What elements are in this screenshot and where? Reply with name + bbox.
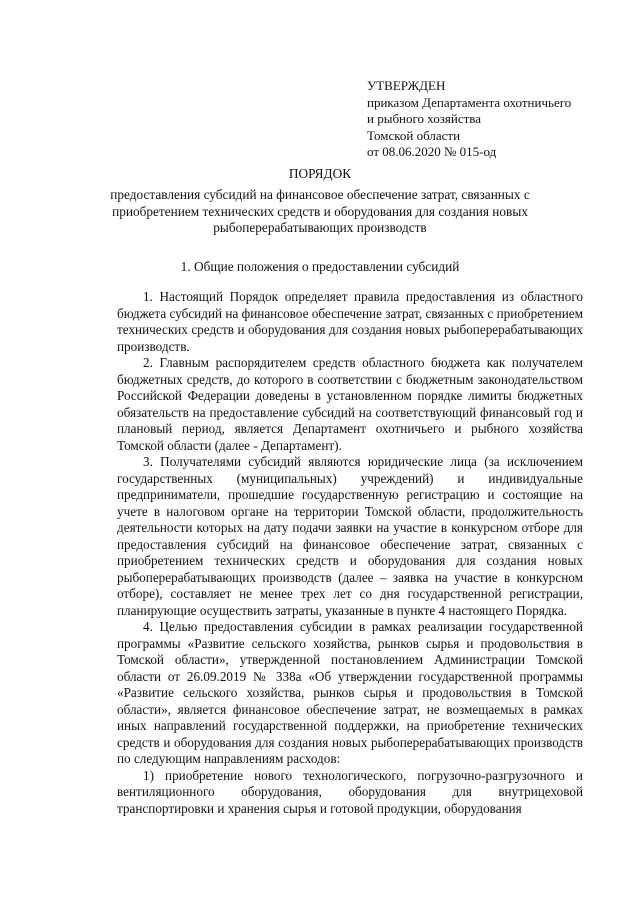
document-body <box>117 289 583 817</box>
approval-line: и рыбного хозяйства <box>367 111 482 126</box>
approval-line: приказом Департамента охотничьего <box>367 94 572 110</box>
approval-line: от 08.06.2020 № 015-од <box>367 144 497 159</box>
approval-line: Томской области <box>367 127 461 143</box>
document-subtitle: предоставления субсидий на финансовое обеспечение затрат, связанных с приобретением технических средств и оборудования для создания новых рыбоперерабатывающих производств <box>110 187 530 235</box>
section-heading: 1. Общие положения о предоставлении субсидий <box>180 259 460 274</box>
paragraph-4: 4. Целью предоставления субсидии в рамках реализации государственной программы «Развитие сельского хозяйства, рынков сырья и продовольствия в Томской области», утвержденной постановлением Администрации Томской области от 26.09.2019 № 338а «Об утверждении государственной программы «Развитие сельского хозяйства, рынков сырья и продовольствия в Томской области», является финансовое обеспечение затрат, не возмещаемых в рамках иных направлений государственной поддержки, на приобретение технических средств и оборудования для создания новых рыбоперерабатывающих производств по следующим направлениям расходов: <box>117 619 583 766</box>
paragraph-2: 2. Главным распорядителем средств областного бюджета как получателем бюджетных средств, до которого в соответствии с бюджетным законодательством Российской Федерации доведены в установленном порядке лимиты бюджетных обязательств на предоставление субсидий на соответствующий финансовый год и плановый период, является Департамент охотничьего и рыбного хозяйства Томской области (далее - Департамент). <box>117 355 583 453</box>
paragraph-3: 3. Получателями субсидий являются юридические лица (за исключением государственных (муниципальных) учреждений) и индивидуальные предприниматели, прошедшие государственную регистрацию и состоящие на учете в налоговом органе на территории Томской области, продолжительность деятельности которых на дату подачи заявки на участие в конкурсном отборе для предоставления субсидий на финансовое обеспечение затрат, связанных с приобретением технических средств и оборудования для создания новых рыбоперерабатывающих производств (далее – заявка на участие в конкурсном отборе), составляет не менее трех лет со дня государственной регистрации, планирующие осуществить затраты, указанные в пункте 4 настоящего Порядка. <box>117 454 583 618</box>
approval-line: УТВЕРЖДЕН <box>367 78 446 93</box>
paragraph-5: 1) приобретение нового технологического, погрузочно-разгрузочного и вентиляционного оборудования, оборудования для внутрицеховой транспортировки и хранения сырья и готовой продукции, оборудования <box>117 767 583 816</box>
paragraph-1: 1. Настоящий Порядок определяет правила предоставления из областного бюджета субсидий на финансовое обеспечение затрат, связанных с приобретением технических средств и оборудования для создания новых рыбоперерабатывающих производств. <box>117 289 583 354</box>
approval-block <box>367 78 627 161</box>
document-title: ПОРЯДОК <box>288 166 352 181</box>
